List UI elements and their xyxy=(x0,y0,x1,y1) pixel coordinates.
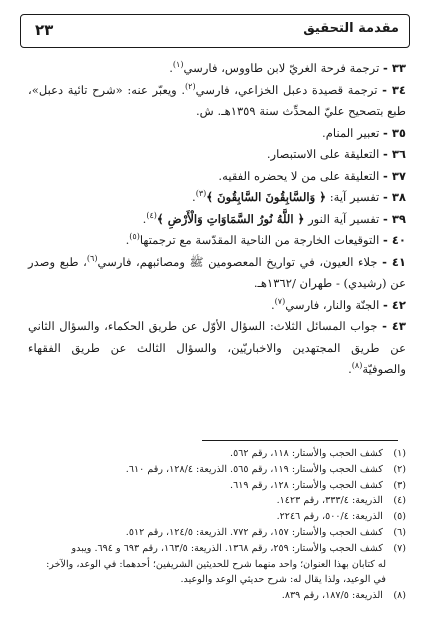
entry-40: ٤٠ - التوقيعات الخارجة من الناحية المقدّسة مع ترجمتها$^{(٥)}$. xyxy=(125,232,406,247)
page-number: ٢٣ xyxy=(35,21,54,39)
entry-33: ٣٣ - ترجمة فرحة الغريّ لابن طاووس، فارسي$^{(١)}$. xyxy=(169,60,406,75)
footnote: (٧) كشف الحجب والأستار: ٢٥٩، رقم ١٣٦٨. الذريعة: ١٦٣/٥، رقم ٦٩٣ و ٦٩٤. ويبدو xyxy=(71,542,406,554)
entry-41: ٤١ - جلاء العيون، في تواريخ المعصومين ﷺ ومصائبهم، فارسي$^{(٦)}$، طبع وصدر عن (رشيدي) - طهران /١٣٦٢هـ. xyxy=(28,253,406,290)
entry-42: ٤٢ - الجنّة والنار، فارسي$^{(٧)}$. xyxy=(270,296,406,312)
footnote: (٢) كشف الحجب والأستار: ١١٩، رقم ٥٦٥. الذريعة: ١٢٨/٤، رقم ٦١٠. xyxy=(125,463,406,475)
page-header xyxy=(20,14,410,48)
entry-43: ٤٣ - جواب المسائل الثلاث: السؤال الأوّل عن طريق الحكماء، والسؤال الثاني عن طريق المجتهدين والاخباريّين، والسؤال الثالث عن طريق الفقهاء والصوفيّة$^{(٨)}$. xyxy=(28,319,406,376)
footnote: (١) كشف الحجب والأستار: ١١٨، رقم ٥٦٢. xyxy=(230,448,406,459)
entry-39: ٣٩ - تفسير آية النور ﴿ اللَّهُ نُورُ السَّمَاوَاتِ وَالْأَرْضِ ﴾$^{(٤)}$. xyxy=(142,210,406,226)
quran-verse: ﴿ وَالسَّابِقُونَ السَّابِقُونَ ﴾ xyxy=(206,190,327,204)
entry-36: ٣٦ - التعليقة على الاستبصار. xyxy=(266,147,406,161)
entry-35: ٣٥ - تعبير المنام. xyxy=(322,125,406,140)
footnote-continuation: له كتابان بهذا العنوان؛ واحد منهما شرح للحديثين الشريفين؛ أحدهما: في الوعد، والآخر: xyxy=(46,558,386,570)
footnote-divider xyxy=(202,440,398,441)
footnote: (٨) الذريعة: ١٨٧/٥، رقم ٨٣٩. xyxy=(281,590,406,602)
entry-38: ٣٨ - تفسير آية: ﴿ وَالسَّابِقُونَ السَّابِقُونَ ﴾$^{(٣)}$. xyxy=(192,189,406,204)
running-title: مقدمة التحقيق xyxy=(303,21,399,36)
main-text xyxy=(28,58,406,381)
quran-verse: ﴿ اللَّهُ نُورُ السَّمَاوَاتِ وَالْأَرْضِ ﴾ xyxy=(156,211,305,226)
footnote: (٥) الذريعة: ٥٠٠/٤، رقم ٢٢٤٦. xyxy=(276,511,406,523)
footnote: (٣) كشف الحجب والأستار: ١٢٨، رقم ٦١٩. xyxy=(230,479,406,491)
entry-34: ٣٤ - ترجمة قصيدة دعبل الخزاعي، فارسي$^{(٢)}$. ويعبّر عنه: «شرح تائية دعبل»، طبع بتصحيح عليّ المحدِّث سنة ١٣٥٩هـ. ش. xyxy=(28,81,406,118)
entry-37: ٣٧ - التعليقة على من لا يحضره الفقيه. xyxy=(218,168,406,183)
footnote: (٦) كشف الحجب والأستار: ١٥٧، رقم ٧٧٢. الذريعة: ١٢٤/٥، رقم ٥١٢. xyxy=(125,526,406,538)
footnotes xyxy=(28,446,406,604)
footnote-continuation: في الوعيد، ولذا يقال له: شرح حديثي الوعد والوعيد. xyxy=(180,574,386,586)
footnote: (٤) الذريعة: ٣٣٣/٤، رقم ١٤٢٣. xyxy=(276,495,406,507)
